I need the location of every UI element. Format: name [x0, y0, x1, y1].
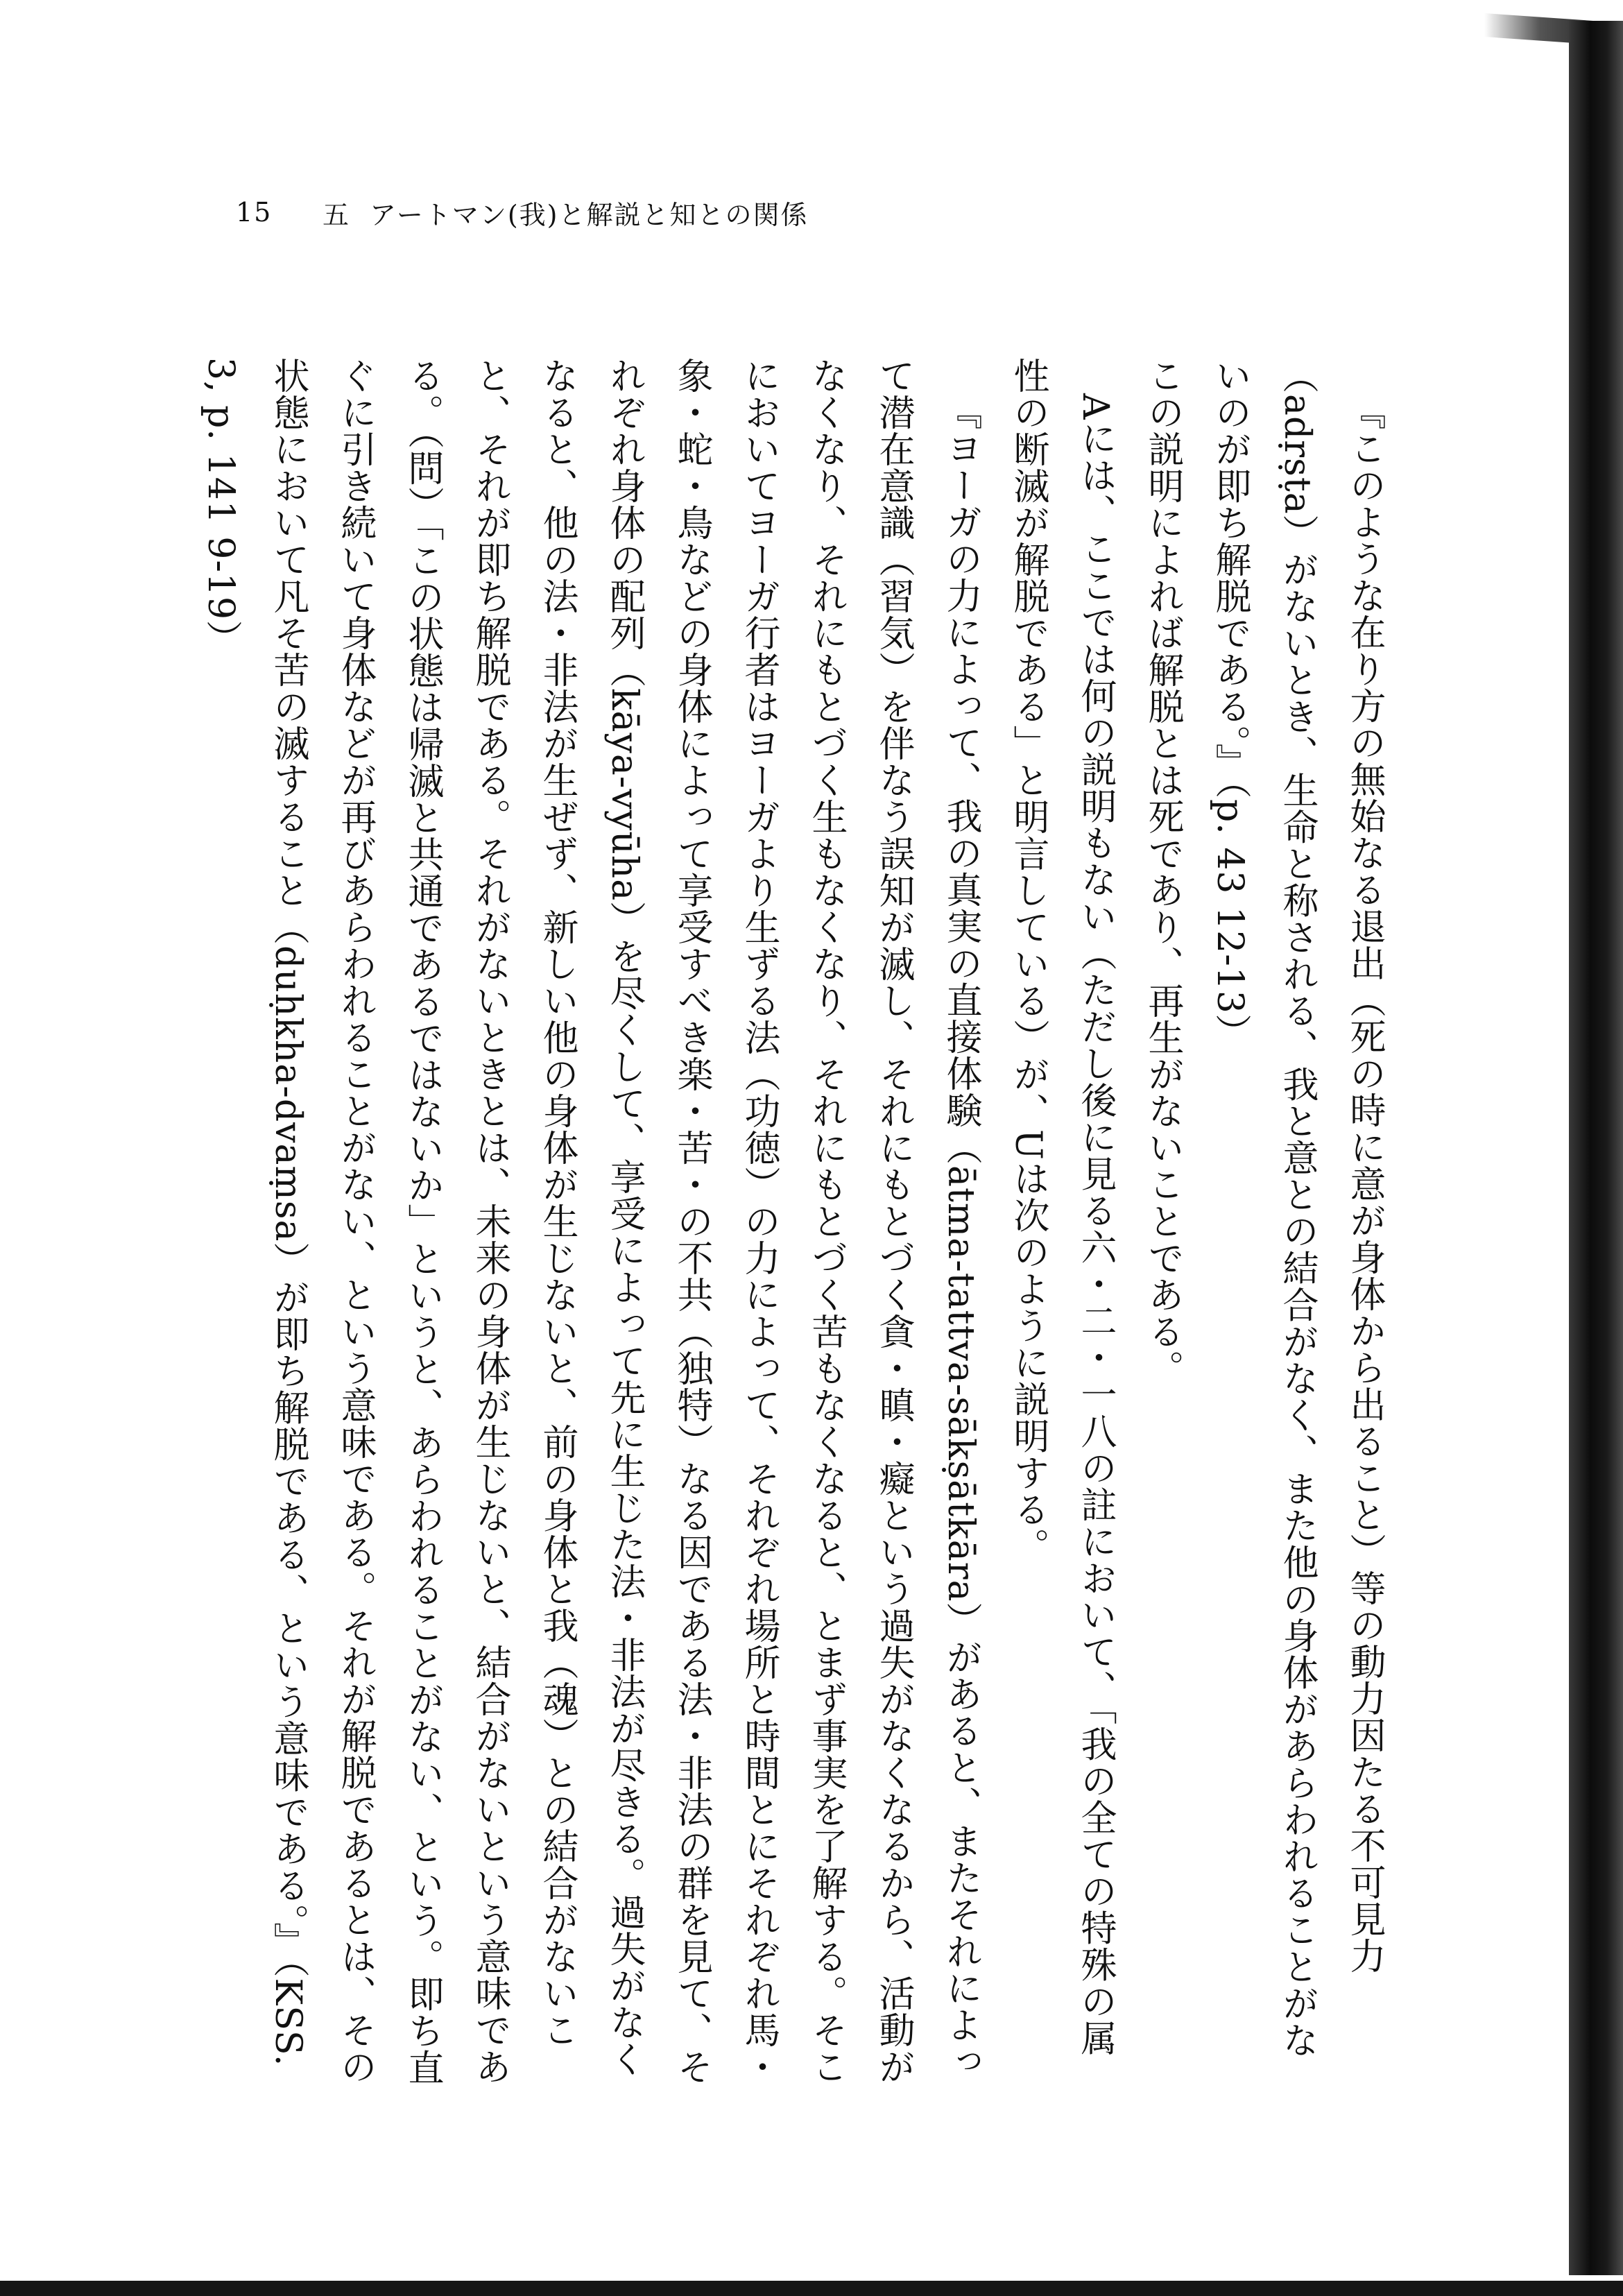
- page-number: 15: [236, 197, 273, 228]
- quote-paragraph-4: 『ヨーガの力によって、我の真実の直接体験（ātma-tattva-sākṣātkāra）があると、またそれによって潜在意識（習気）を伴なう誤知が滅し、それにもとづく貪・瞋・癡という過失がなくなるから、活動がなくなり、それにもとづく生もなくなり、それにもとづく苦もなくなると、とまず事実を了解する。そこにおいてヨーガ行者はヨーガより生ずる法（功徳）の力によって、それぞれ場所と時間とにそれぞれ馬・象・蛇・鳥などの身体によって享受すべき楽・苦・の不共（独特）なる因である法・非法の群を見て、それぞれ身体の配列（kāya-vyūha）を尽くして、享受によって先に生じた法・非法が尽きる。過失がなくなると、他の法・非法が生ぜず、新しい他の身体が生じないと、前の身体と我（魂）との結合がないこと、それが即ち解脱である。それがないときとは、未来の身体が生じないと、結合がないという意味である。（問）「この状態は帰滅と共通であるではないか」というと、あらわれることがない、という。即ち直ぐに引き続いて身体などが再びあらわれることがない、という意味である。それが解脱であるとは、その状態において凡そ苦の滅すること（duḥkha-dvaṃsa）が即ち解脱である、という意味である。』（KSS. 3, p. 141 9-19）: [200, 357, 981, 2086]
- body-text: [200, 357, 1398, 2091]
- chapter-number: 五: [323, 199, 351, 230]
- chapter-title: アートマン(我)と解説と知との関係: [370, 199, 809, 230]
- body-paragraph-3: Aには、ここでは何の説明もない（ただし後に見る六・二・一八の註において、「我の全ての特殊の属性の断滅が解脱である」と明言している）が、Uは次のように説明する。: [1007, 357, 1116, 2057]
- body-paragraph-2: この説明によれば解脱とは死であり、再生がないことである。: [1142, 357, 1183, 1387]
- scan-edge-right: [1569, 21, 1623, 2275]
- running-head: [236, 191, 809, 233]
- quote-paragraph-1: 『このような在り方の無始なる退出（死の時に意が身体から出ること）等の動力因たる不可見力（adṛṣṭa）がないとき、生命と称される、我と意との結合がなく、また他の身体があらわれることがないのが即ち解脱である。』（p. 43 12-13）: [1209, 357, 1385, 2059]
- scan-edge-bottom: [0, 2281, 1623, 2296]
